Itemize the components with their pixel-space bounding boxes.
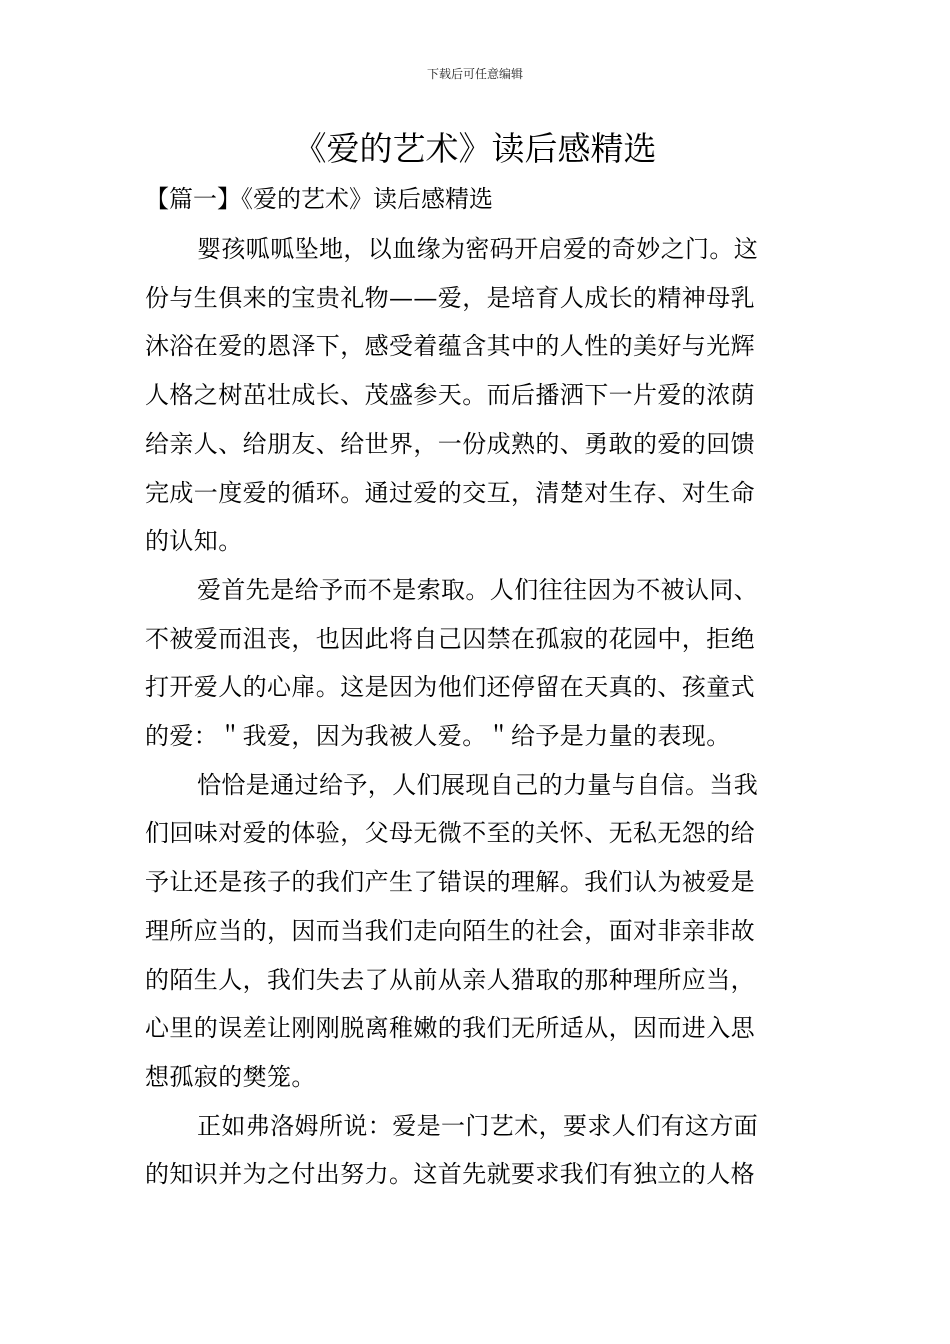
header-note: 下载后可任意编辑 bbox=[426, 67, 523, 81]
text-line: 的陌生人，我们失去了从前从亲人猎取的那种理所应当， bbox=[145, 965, 755, 994]
text-line: 打开爱人的心扉。这是因为他们还停留在天真的、孩童式 bbox=[145, 673, 755, 702]
text-line: 的认知。 bbox=[145, 527, 243, 556]
text-line: 予让还是孩子的我们产生了错误的理解。我们认为被爱是 bbox=[145, 868, 755, 897]
document-title: 《爱的艺术》读后感精选 bbox=[293, 129, 657, 168]
text-line: 的知识并为之付出努力。这首先就要求我们有独立的人格 bbox=[145, 1160, 755, 1189]
text-line: 完成一度爱的循环。通过爱的交互，清楚对生存、对生命 bbox=[145, 478, 755, 507]
text-line: 爱首先是给予而不是索取。人们往往因为不被认同、 bbox=[197, 575, 759, 604]
text-line: 沐浴在爱的恩泽下，感受着蕴含其中的人性的美好与光辉 bbox=[145, 332, 755, 361]
text-line: 们回味对爱的体验，父母无微不至的关怀、无私无怨的给 bbox=[145, 819, 755, 848]
body-text bbox=[145, 225, 809, 1199]
text-line: 的爱：＂我爱，因为我被人爱。＂给予是力量的表现。 bbox=[145, 722, 731, 751]
text-line: 心里的误差让刚刚脱离稚嫩的我们无所适从，因而进入思 bbox=[145, 1014, 755, 1043]
text-line: 份与生俱来的宝贵礼物——爱，是培育人成长的精神母乳 bbox=[145, 283, 755, 312]
text-line: 想孤寂的樊笼。 bbox=[145, 1062, 316, 1091]
text-line: 恰恰是通过给予，人们展现自己的力量与自信。当我 bbox=[197, 770, 759, 799]
text-line: 不被爱而沮丧，也因此将自己囚禁在孤寂的花园中，拒绝 bbox=[145, 624, 755, 653]
text-line: 给亲人、给朋友、给世界，一份成熟的、勇敢的爱的回馈 bbox=[145, 429, 755, 458]
text-line: 理所应当的，因而当我们走向陌生的社会，面对非亲非故 bbox=[145, 916, 755, 945]
text-line: 正如弗洛姆所说：爱是一门艺术，要求人们有这方面 bbox=[197, 1111, 759, 1140]
paragraph bbox=[145, 761, 809, 1102]
text-line: 婴孩呱呱坠地，以血缘为密码开启爱的奇妙之门。这 bbox=[197, 235, 759, 263]
paragraph bbox=[145, 225, 809, 566]
paragraph bbox=[145, 566, 809, 761]
text-line: 人格之树茁壮成长、茂盛参天。而后播洒下一片爱的浓荫 bbox=[145, 381, 755, 410]
section-heading: 【篇一】《爱的艺术》读后感精选 bbox=[145, 185, 493, 213]
paragraph bbox=[145, 1102, 809, 1199]
